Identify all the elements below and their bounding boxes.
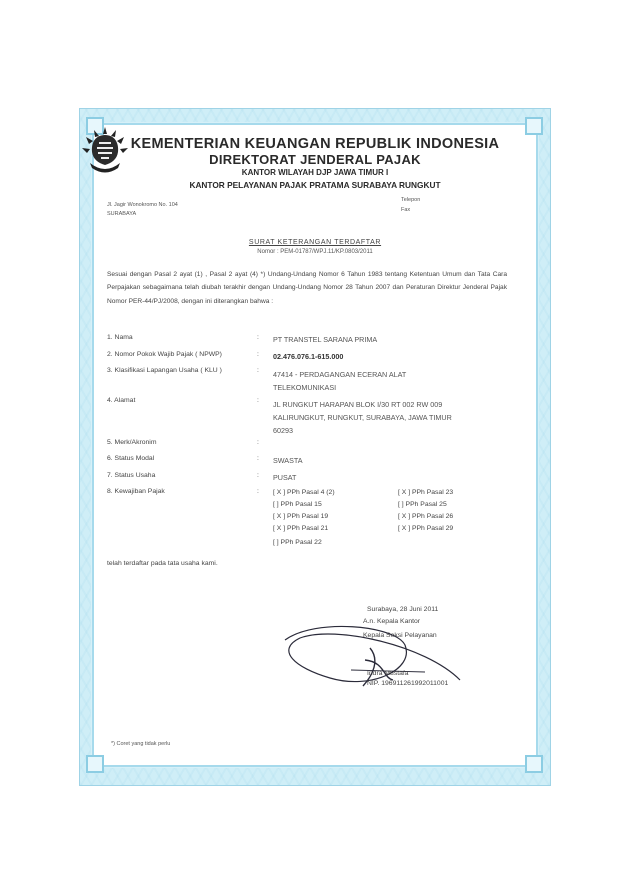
- alamat-label: 4. Alamat: [107, 397, 136, 404]
- ministry-title: KEMENTERIAN KEUANGAN REPUBLIK INDONESIA: [130, 136, 500, 152]
- regional-office-title: KANTOR WILAYAH DJP JAWA TIMUR I: [241, 168, 389, 177]
- modal-value: SWASTA: [273, 456, 303, 465]
- obligation-item: [ X ] PPh Pasal 29: [398, 525, 454, 532]
- colon: :: [257, 455, 259, 462]
- corner-ornament: [525, 755, 543, 773]
- kewajiban-label: 8. Kewajiban Pajak: [107, 488, 165, 495]
- place-date: Surabaya, 28 Juni 2011: [367, 606, 439, 613]
- document-number: Nomor : PEM-01787/WPJ.11/KP.0803/2011: [257, 249, 373, 255]
- obligation-item: [ ] PPh Pasal 15: [273, 501, 322, 508]
- signer-nip: NIP. 196911261992011001: [367, 680, 449, 687]
- alamat-value-line2: KALIRUNGKUT, RUNGKUT, SURABAYA, JAWA TIMUR: [273, 413, 452, 422]
- modal-label: 6. Status Modal: [107, 455, 155, 462]
- colon: :: [257, 367, 259, 374]
- office-city: SURABAYA: [107, 211, 137, 217]
- npwp-value: 02.476.076.1-615.000: [273, 352, 344, 361]
- colon: :: [257, 351, 259, 358]
- npwp-label: 2. Nomor Pokok Wajib Pajak ( NPWP): [107, 351, 222, 358]
- corner-ornament: [86, 755, 104, 773]
- colon: :: [257, 439, 259, 446]
- document-title: SURAT KETERANGAN TERDAFTAR: [248, 239, 382, 246]
- alamat-value-line3: 60293: [273, 426, 293, 435]
- signature-icon: [255, 620, 470, 700]
- directorate-title: DIREKTORAT JENDERAL PAJAK: [209, 152, 421, 167]
- footnote: *) Coret yang tidak perlu: [111, 741, 171, 747]
- obligation-item: [ X ] PPh Pasal 26: [398, 513, 454, 520]
- usaha-label: 7. Status Usaha: [107, 472, 156, 479]
- merk-label: 5. Merk/Akronim: [107, 439, 157, 446]
- registered-statement: telah terdaftar pada tata usaha kami.: [107, 560, 218, 567]
- usaha-value: PUSAT: [273, 473, 297, 482]
- an-kepala-kantor: A.n. Kepala Kantor: [363, 618, 421, 625]
- fax-label: Fax: [401, 207, 411, 213]
- obligation-item: [ X ] PPh Pasal 21: [273, 525, 329, 532]
- office-address: Jl. Jagir Wonokromo No. 104: [107, 202, 178, 208]
- intro-paragraph: Sesuai dengan Pasal 2 ayat (1) , Pasal 2 ayat (4) *) Undang-Undang Nomor 6 Tahun 1983 tentang Ketentuan Umum dan Tata Cara Perpajakan sebagaimana telah diubah terakhir dengan Undang-Undang Nomor 28 Tahun 2007 dan Peraturan Direktur Jenderal Pajak Nomor PER-44/PJ/2008, dengan ini diterangkan bahwa :: [107, 271, 507, 305]
- corner-ornament: [525, 117, 543, 135]
- klu-value-line1: 47414 - PERDAGANGAN ECERAN ALAT: [273, 370, 407, 379]
- alamat-value-line1: JL RUNGKUT HARAPAN BLOK I/30 RT 002 RW 009: [273, 400, 443, 409]
- signer-name: Indra Mustafa: [367, 670, 409, 677]
- tax-office-title: KANTOR PELAYANAN PAJAK PRATAMA SURABAYA RUNGKUT: [189, 180, 441, 190]
- nama-value: PT TRANSTEL SARANA PRIMA: [273, 335, 378, 344]
- obligation-item: [ ] PPh Pasal 25: [398, 501, 447, 508]
- colon: :: [257, 472, 259, 479]
- klu-value-line2: TELEKOMUNIKASI: [273, 383, 337, 392]
- obligation-item: [ X ] PPh Pasal 19: [273, 513, 329, 520]
- obligation-item: [ X ] PPh Pasal 4 (2): [273, 489, 335, 496]
- klu-label: 3. Klasifikasi Lapangan Usaha ( KLU ): [107, 367, 222, 374]
- colon: :: [257, 334, 259, 341]
- obligation-item: [ X ] PPh Pasal 23: [398, 489, 454, 496]
- telepon-label: Telepon: [401, 197, 421, 203]
- nama-label: 1. Nama: [107, 334, 133, 341]
- colon: :: [257, 397, 259, 404]
- signer-position: Kepala Seksi Pelayanan: [363, 632, 437, 639]
- obligation-item: [ ] PPh Pasal 22: [273, 539, 322, 546]
- colon: :: [257, 488, 259, 495]
